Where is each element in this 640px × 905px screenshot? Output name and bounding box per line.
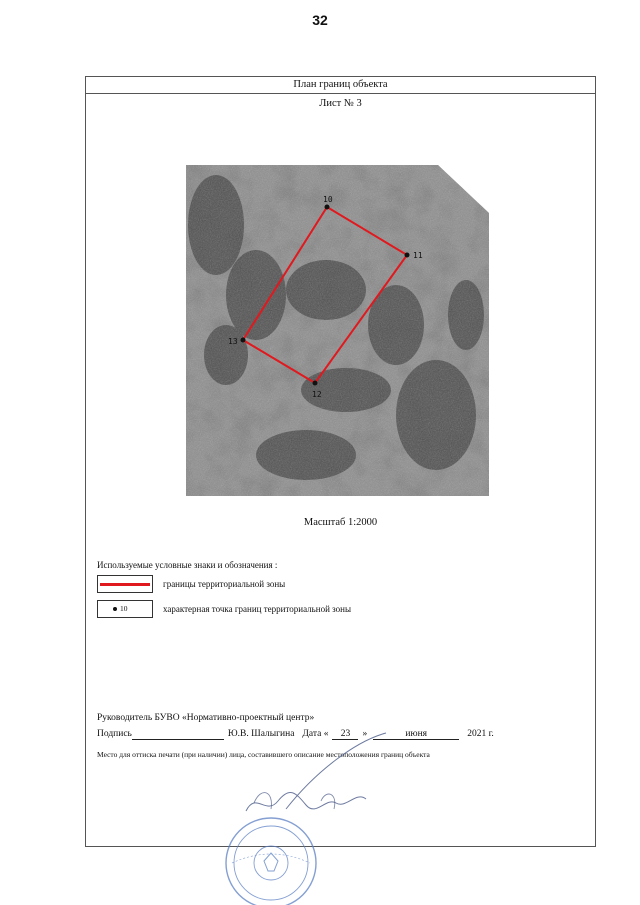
legend-item-boundary [97, 575, 285, 593]
boundary-plan-sheet [85, 76, 596, 847]
legend-red-line-symbol [97, 575, 153, 593]
date-month: июня [373, 729, 459, 740]
aerial-map-image [186, 165, 489, 496]
date-label: Дата « [302, 729, 329, 739]
signature-line [97, 729, 587, 740]
point-label-13: 13 [228, 337, 238, 346]
signer-name: Ю.В. Шалыгина [227, 729, 295, 739]
date-separator: » [362, 729, 368, 739]
aerial-map [186, 165, 489, 496]
sign-label: Подпись [97, 729, 132, 739]
point-label-10: 10 [323, 195, 333, 204]
signature-field [132, 729, 224, 740]
boundary-point-13 [241, 338, 246, 343]
organization-head: Руководитель БУВО «Нормативно-проектный центр» [97, 713, 315, 723]
legend-point-number: 10 [120, 604, 128, 613]
page-number: 32 [312, 12, 328, 28]
map-scale: Масштаб 1:2000 [303, 517, 378, 528]
legend-item-point [97, 600, 351, 618]
boundary-point-10 [325, 205, 330, 210]
point-dot-icon [113, 607, 117, 611]
legend-label: границы территориальной зоны [163, 579, 286, 589]
point-label-11: 11 [413, 251, 423, 260]
boundary-point-12 [313, 381, 318, 386]
sheet-title: План границ объекта [86, 77, 595, 94]
date-year: 2021 г. [467, 729, 494, 739]
signature-block [97, 713, 587, 759]
point-label-12: 12 [312, 390, 322, 399]
legend-point-symbol [97, 600, 153, 618]
boundary-point-11 [405, 253, 410, 258]
legend-label: характерная точка границ территориальной зоны [163, 604, 352, 614]
official-stamp [212, 815, 330, 905]
legend-title: Используемые условные знаки и обозначения : [97, 560, 278, 570]
stamp-note: Место для оттиска печати (при наличии) лица, составившего описание местоположения границ объекта [97, 750, 430, 759]
date-day: 23 [332, 729, 358, 740]
sheet-number: Лист № 3 [319, 98, 362, 109]
